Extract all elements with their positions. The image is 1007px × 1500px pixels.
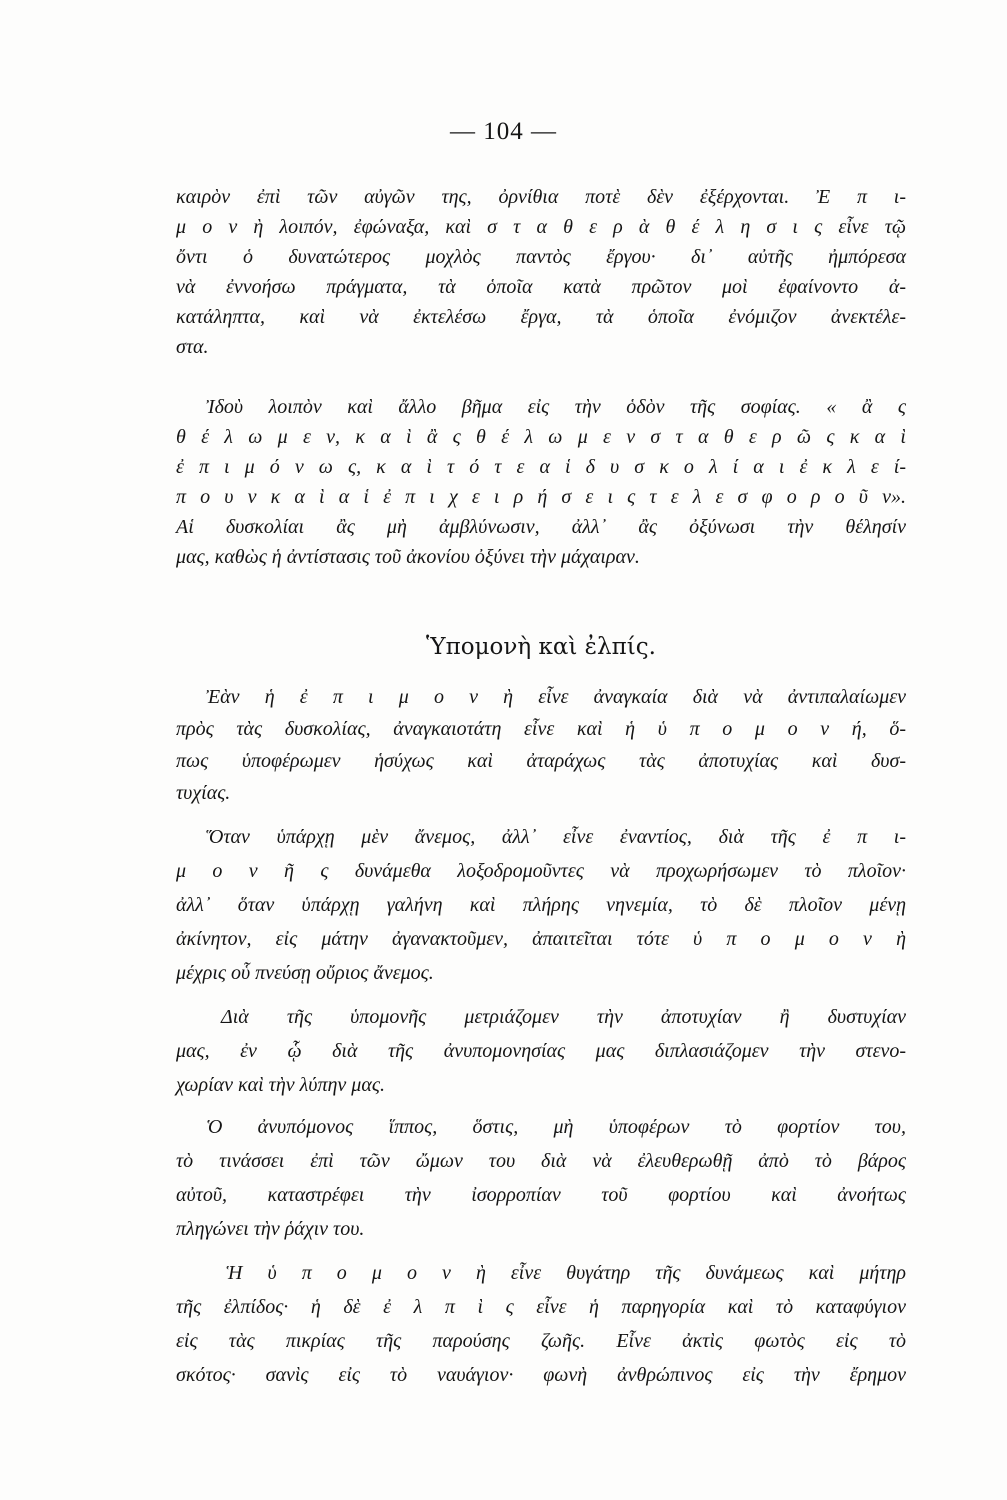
text-line: τὸ τινάσσει ἐπὶ τῶν ὤμων του διὰ νὰ ἐλευθερωθῇ ἀπὸ τὸ βάρος xyxy=(176,1150,906,1172)
text-line: καιρὸν ἐπὶ τῶν αὐγῶν της, ὀρνίθια ποτὲ δὲν ἐξέρχονται. Ἐ π ι- xyxy=(176,186,906,208)
text-line: ἐ π ι μ ό ν ω ς, κ α ὶ τ ό τ ε α ἱ δ υ σ κ ο λ ί α ι ἐ κ λ ε ί- xyxy=(176,456,906,478)
text-line: μας, ἐν ᾧ διὰ τῆς ἀνυπομονησίας μας διπλασιάζομεν τὴν στενο- xyxy=(176,1040,906,1062)
text-line: χωρίαν καὶ τὴν λύπην μας. xyxy=(176,1074,385,1096)
text-line: σκότος· σανὶς εἰς τὸ ναυάγιον· φωνὴ ἀνθρώπινος εἰς τὴν ἔρημον xyxy=(176,1364,906,1386)
text-line: πως ὑποφέρωμεν ἡσύχως καὶ ἀταράχως τὰς ἀποτυχίας καὶ δυσ- xyxy=(176,750,906,772)
text-line: ἀκίνητον, εἰς μάτην ἀγανακτοῦμεν, ἀπαιτεῖται τότε ὑ π ο μ ο ν ὴ xyxy=(176,928,906,950)
text-line: Ἰδοὺ λοιπὸν καὶ ἄλλο βῆμα εἰς τὴν ὁδὸν τῆς σοφίας. « ἂ ς xyxy=(206,396,906,418)
text-line: νὰ ἐννοήσω πράγματα, τὰ ὁποῖα κατὰ πρῶτον μοὶ ἐφαίνοντο ἀ- xyxy=(176,276,906,298)
text-line: Ἡ ὑ π ο μ ο ν ὴ εἶνε θυγάτηρ τῆς δυνάμεως καὶ μήτηρ xyxy=(226,1262,906,1284)
text-line: πρὸς τὰς δυσκολίας, ἀναγκαιοτάτη εἶνε καὶ ἡ ὑ π ο μ ο ν ή, ὅ- xyxy=(176,718,906,740)
text-line: Διὰ τῆς ὑπομονῆς μετριάζομεν τὴν ἀποτυχίαν ἢ δυστυχίαν xyxy=(221,1006,906,1028)
text-line: Ὅταν ὑπάρχῃ μὲν ἄνεμος, ἀλλ᾽ εἶνε ἐναντίος, διὰ τῆς ἐ π ι- xyxy=(206,826,906,848)
text-line: μας, καθὼς ἡ ἀντίστασις τοῦ ἀκονίου ὀξύνει τὴν μάχαιραν. xyxy=(176,546,640,568)
section-heading: Ὑπομονὴ καὶ ἐλπίς. xyxy=(426,634,656,660)
text-line: Ὁ ἀνυπόμονος ἵππος, ὅστις, μὴ ὑποφέρων τὸ φορτίον του, xyxy=(206,1116,906,1138)
text-line: θ έ λ ω μ ε ν, κ α ὶ ἂ ς θ έ λ ω μ ε ν σ τ α θ ε ρ ῶ ς κ α ὶ xyxy=(176,426,906,448)
text-line: κατάληπτα, καὶ νὰ ἐκτελέσω ἔργα, τὰ ὁποῖα ἐνόμιζον ἀνεκτέλε- xyxy=(176,306,906,328)
text-line: μ ο ν ὴ λοιπόν, ἐφώναξα, καὶ σ τ α θ ε ρ ὰ θ έ λ η σ ι ς εἶνε τῷ xyxy=(176,216,906,238)
text-line: εἰς τὰς πικρίας τῆς παρούσης ζωῆς. Εἶνε ἀκτὶς φωτὸς εἰς τὸ xyxy=(176,1330,906,1352)
text-line: τυχίας. xyxy=(176,782,231,804)
text-line: Ἐὰν ἡ ἐ π ι μ ο ν ὴ εἶνε ἀναγκαία διὰ νὰ ἀντιπαλαίωμεν xyxy=(206,686,906,708)
text-line: π ο υ ν κ α ὶ α ἱ ἐ π ι χ ε ι ρ ή σ ε ι ς τ ε λ ε σ φ ο ρ ο ῦ ν». xyxy=(176,486,906,508)
text-line: πληγώνει τὴν ῥάχιν του. xyxy=(176,1218,365,1240)
text-line: τῆς ἐλπίδος· ἡ δὲ ἐ λ π ὶ ς εἶνε ἡ παρηγορία καὶ τὸ καταφύγιον xyxy=(176,1296,906,1318)
text-line: μ ο ν ῆ ς δυνάμεθα λοξοδρομοῦντες νὰ προχωρήσωμεν τὸ πλοῖον· xyxy=(176,860,906,882)
text-line: στα. xyxy=(176,336,209,358)
page-number: — 104 — xyxy=(450,118,557,145)
text-line: Αἱ δυσκολίαι ἂς μὴ ἀμβλύνωσιν, ἀλλ᾽ ἂς ὀξύνωσι τὴν θέλησίν xyxy=(176,516,906,538)
text-line: ὄντι ὁ δυνατώτερος μοχλὸς παντὸς ἔργου· δι᾽ αὐτῆς ἠμπόρεσα xyxy=(176,246,906,268)
text-line: μέχρις οὗ πνεύσῃ οὔριος ἄνεμος. xyxy=(176,962,434,984)
text-line: ἀλλ᾽ ὅταν ὑπάρχῃ γαλήνη καὶ πλήρης νηνεμία, τὸ δὲ πλοῖον μένῃ xyxy=(176,894,906,916)
text-line: αὐτοῦ, καταστρέφει τὴν ἰσορροπίαν τοῦ φορτίου καὶ ἀνοήτως xyxy=(176,1184,906,1206)
